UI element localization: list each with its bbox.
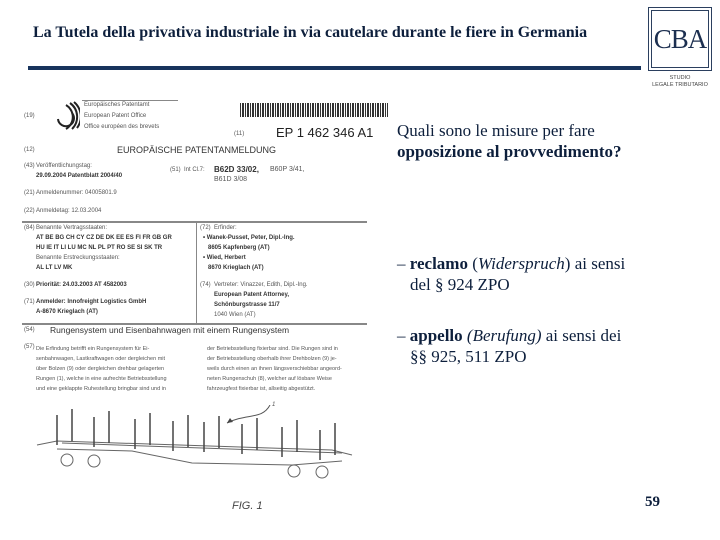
logo-sub-1: STUDIO — [669, 75, 691, 81]
inventor-1: • Wanek-Pusset, Peter, Dipl.-Ing. — [203, 235, 295, 241]
ipc-rest: B60P 3/41, — [270, 166, 305, 173]
page-number: 59 — [645, 494, 660, 510]
field-num: (57) — [24, 344, 35, 350]
field-num: (74) — [200, 282, 211, 288]
field-num: (84) — [24, 225, 35, 231]
inventor-2-address: 8670 Krieglach (AT) — [208, 265, 264, 271]
logo-sub-2: LEGALE TRIBUTARIO — [652, 82, 708, 88]
ipc-line2: B61D 3/08 — [214, 176, 248, 183]
rep-1: Vertreter: Vinazzer, Edith, Dipl.-Ing. — [214, 282, 308, 288]
question-line-2: opposizione al provvedimento? — [397, 142, 622, 161]
abstract-left: Die Erfindung betrifft ein Rungensystem für Ei- senbahnwagen, Lastkraftwagen oder dergleichen mit über Bolzen (9) oder dergleichen drehbar gelagerten Rungen (1), welche in eine aufrechte Betriebsstellung und eine geklappte Ruhestellung bringbar sind und in — [36, 346, 167, 392]
question-line-1: Quali sono le misure per fare — [397, 121, 595, 140]
patent-document-image — [22, 95, 388, 520]
epo-logo-icon — [54, 101, 80, 131]
barcode — [240, 103, 388, 117]
ext-value: AL LT LV MK — [36, 265, 73, 271]
field-num: (21) — [24, 190, 35, 196]
field-num: (12) — [24, 147, 35, 153]
field-num: (19) — [24, 113, 35, 119]
bullet-ref: del § 924 ZPO — [410, 275, 510, 294]
doc-type: EUROPÄISCHE PATENTANMELDUNG — [117, 145, 277, 155]
rep-2: European Patent Attorney, — [214, 292, 290, 298]
app-number: Anmeldenummer: 04005801.9 — [36, 190, 117, 196]
railcar-drawing — [32, 405, 362, 485]
bullet-term: reclamo — [409, 254, 468, 273]
field-num: (11) — [234, 131, 245, 137]
pub-value: 29.09.2004 Patentblatt 2004/40 — [36, 173, 123, 179]
office-de: Europäisches Patentamt — [84, 102, 150, 108]
bullet-reclamo: – reclamo (Widerspruch) ai sensi del § 924 ZPO — [397, 253, 677, 295]
field-num: (72) — [200, 225, 211, 231]
abstract-right: der Betriebsstellung fixierbar sind. Die Rungen sind in der Betriebsstellung oberhalb ihrer Drehbolzen (9) je- weils durch einen an ihnen längsverschiebbar angeord- neten Rungenschuh (8), welcher auf lösbare Weise fahrzeugfest fixierbar ist, allseitig abgestützt. — [207, 346, 342, 392]
cba-logo — [648, 7, 712, 71]
field-num: (51) — [170, 167, 181, 173]
bullet-ref: §§ 925, 511 ZPO — [410, 347, 527, 366]
rep-4: 1040 Wien (AT) — [214, 312, 256, 318]
bullet-german-term: Widerspruch — [477, 254, 565, 273]
ext-label: Benannte Erstreckungsstaaten: — [36, 255, 120, 261]
logo-text: CBA — [651, 10, 709, 68]
rep-3: Schönburgstrasse 11/7 — [214, 302, 280, 308]
inv-label: Erfinder: — [214, 225, 237, 231]
figure-reference: 1 — [272, 402, 276, 408]
bullet-dash: – — [397, 254, 406, 273]
bullet-appello: – appello (Berufung) ai sensi dei §§ 925, 511 ZPO — [397, 325, 677, 367]
title-rule — [28, 66, 641, 70]
logo-subtitle — [640, 75, 720, 89]
inventor-1-address: 8605 Kapfenberg (AT) — [208, 245, 270, 251]
priority: Priorität: 24.03.2003 AT 4582003 — [36, 282, 127, 288]
patent-number: EP 1 462 346 A1 — [276, 125, 374, 140]
ipc-label: Int Cl.7: — [184, 167, 205, 173]
app-date: Anmeldetag: 12.03.2004 — [36, 208, 102, 214]
states-label: Benannte Vertragsstaaten: — [36, 225, 108, 231]
bullet-dash: – — [397, 326, 406, 345]
pub-label: Veröffentlichungstag: — [36, 163, 92, 169]
states-1: AT BE BG CH CY CZ DE DK EE ES FI FR GB GR — [36, 235, 172, 241]
bullet-german-term: (Berufung) — [466, 326, 542, 345]
office-en: European Patent Office — [84, 113, 147, 119]
field-num: (71) — [24, 299, 35, 305]
question — [397, 120, 621, 162]
field-num: (54) — [24, 327, 35, 333]
states-2: HU IE IT LI LU MC NL PL PT RO SE SI SK TR — [36, 245, 163, 251]
ipc-main: B62D 33/02, — [214, 165, 259, 174]
office-fr: Office européen des brevets — [84, 124, 160, 130]
applicant: Anmelder: Innofreight Logistics GmbH — [36, 299, 147, 305]
applicant-address: A-8670 Krieglach (AT) — [36, 309, 98, 315]
field-num: (30) — [24, 282, 35, 288]
inventor-2: • Wied, Herbert — [203, 255, 246, 261]
field-num: (43) — [24, 163, 35, 169]
patent-title: Rungensystem und Eisenbahnwagen mit einem Rungensystem — [50, 325, 290, 335]
field-num: (22) — [24, 208, 35, 214]
bullet-term: appello — [409, 326, 463, 345]
slide-title: La Tutela della privativa industriale in via cautelare durante le fiere in Germania — [33, 24, 588, 41]
figure-caption: FIG. 1 — [232, 500, 263, 512]
